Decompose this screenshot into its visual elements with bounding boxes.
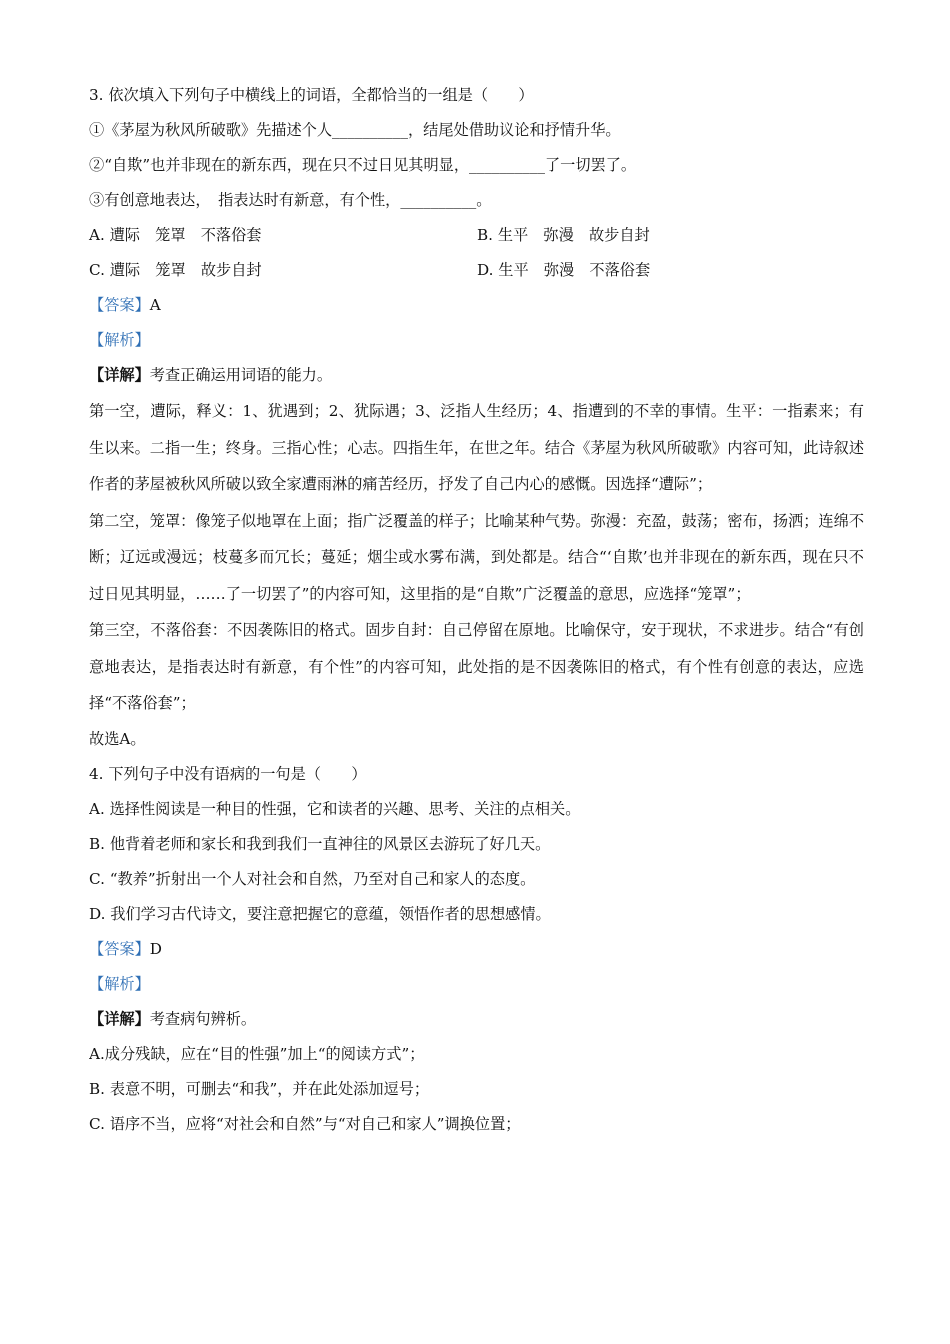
q3-sentence-1: ①《茅屋为秋风所破歌》先描述个人__________，结尾处借助议论和抒情升华。 xyxy=(89,121,621,139)
answer-value: A xyxy=(149,296,161,314)
q3-options-row-2 xyxy=(89,253,864,288)
answer-value: D xyxy=(149,939,162,958)
q4-stem: 4. 下列句子中没有语病的一句是（ ） xyxy=(89,764,367,783)
q3-detail xyxy=(89,358,864,393)
q3-sentence-2: ②“自欺”也并非现在的新东西，现在只不过日见其明显，__________了一切罢了。 xyxy=(89,156,637,174)
analysis-tag: 【解析】 xyxy=(89,974,150,993)
q3-analysis-heading xyxy=(89,323,864,358)
q4-detail xyxy=(89,1002,864,1037)
q3-options-row-1 xyxy=(89,218,864,253)
q3-conclusion: 故选A。 xyxy=(89,729,146,748)
q3-option-d: D. 生平 弥漫 不落俗套 xyxy=(477,261,651,279)
q3-option-a: A. 遭际 笼罩 不落俗套 xyxy=(89,226,262,244)
detail-tag: 【详解】 xyxy=(89,366,150,384)
q3-sentence-3: ③有创意地表达， 指表达时有新意，有个性，__________。 xyxy=(89,191,492,209)
q3-blank-1-explanation: 第一空，遭际，释义：1、犹遇到；2、犹际遇；3、泛指人生经历；4、指遭到的不幸的事情。生平：一指素来；有生以来。二指一生；终身。三指心性；心志。四指生年，在世之年。结合《茅屋为秋风所破歌》内容可知，此诗叙述作者的茅屋被秋风所破以致全家遭雨淋的痛苦经历，抒发了自己内心的感慨。因选择“遭际”； xyxy=(89,402,864,493)
q4-answer xyxy=(89,932,864,967)
analysis-tag: 【解析】 xyxy=(89,331,150,349)
answer-tag: 【答案】 xyxy=(89,296,150,314)
q3-option-c: C. 遭际 笼罩 故步自封 xyxy=(89,261,262,279)
document-page xyxy=(89,78,864,1142)
q4-explanation-b: B. 表意不明，可删去“和我”，并在此处添加逗号； xyxy=(89,1079,430,1098)
q4-explanation-a: A.成分残缺，应在“目的性强”加上“的阅读方式”； xyxy=(89,1044,425,1063)
q3-option-b: B. 生平 弥漫 故步自封 xyxy=(477,226,650,244)
q4-explanation-c: C. 语序不当，应将“对社会和自然”与“对自己和家人”调换位置； xyxy=(89,1114,521,1133)
q4-option-b: B. 他背着老师和家长和我到我们一直神往的风景区去游玩了好几天。 xyxy=(89,834,551,853)
q3-blank-2-explanation: 第二空，笼罩：像笼子似地罩在上面；指广泛覆盖的样子；比喻某种气势。弥漫：充盈，鼓荡；密布，扬洒；连绵不断；辽远或漫远；枝蔓多而冗长；蔓延；烟尘或水雾布满，到处都是。结合“‘自欺’也并非现在的新东西，现在只不过日见其明显，……了一切罢了”的内容可知，这里指的是“自欺”广泛覆盖的意思，应选择“笼罩”； xyxy=(89,511,864,603)
q3-answer xyxy=(89,288,864,323)
q3-blank-3-explanation: 第三空，不落俗套：不因袭陈旧的格式。固步自封：自己停留在原地。比喻保守，安于现状，不求进步。结合“有创意地表达，是指表达时有新意，有个性”的内容可知，此处指的是不因袭陈旧的格式，有个性有创意的表达，应选择“不落俗套”； xyxy=(89,621,864,712)
q3-stem: 3. 依次填入下列句子中横线上的词语，全都恰当的一组是（ ） xyxy=(89,86,534,104)
q4-option-d: D. 我们学习古代诗文，要注意把握它的意蕴，领悟作者的思想感情。 xyxy=(89,904,551,923)
detail-tag: 【详解】 xyxy=(89,1009,150,1028)
detail-text: 考查病句辨析。 xyxy=(149,1009,257,1028)
answer-tag: 【答案】 xyxy=(89,939,150,958)
q4-option-c: C. “教养”折射出一个人对社会和自然，乃至对自己和家人的态度。 xyxy=(89,869,536,888)
detail-text: 考查正确运用词语的能力。 xyxy=(149,366,332,384)
q4-option-a: A. 选择性阅读是一种目的性强，它和读者的兴趣、思考、关注的点相关。 xyxy=(89,799,581,818)
q4-analysis-heading xyxy=(89,967,864,1002)
